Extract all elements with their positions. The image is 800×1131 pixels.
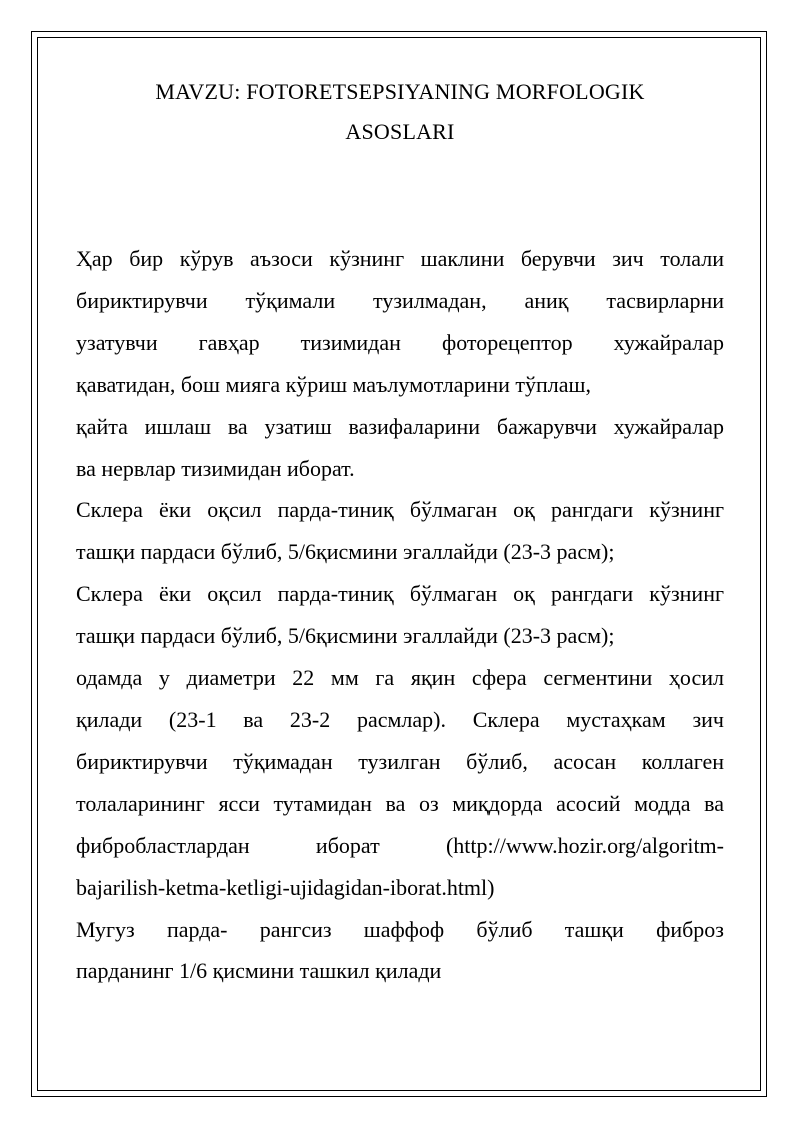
document-body [76,238,724,992]
text-line: одамда у диаметри 22 мм га яқин сфера сегментини ҳосил [76,665,724,691]
text-line: фибробластлардан иборат (http://www.hozir.org/algoritm- [76,832,724,858]
text-line: Склера ёки оқсил парда-тиниқ бўлмаган оқ рангдаги кўзнинг [76,581,724,607]
text-line: bajarilish-ketma-ketligi-ujidagidan-iborat.html) [76,874,495,900]
text-line: узатувчи гавҳар тизимидан фоторецептор хужайралар [76,329,724,355]
text-line: Склера ёки оқсил парда-тиниқ бўлмаган оқ рангдаги кўзнинг [76,497,724,523]
text-line: қилади (23-1 ва 23-2 расмлар). Склера мустаҳкам зич [76,706,724,732]
text-line: қаватидан, бош мияга кўриш маълумотларини тўплаш, [76,371,591,397]
text-line: қайта ишлаш ва узатиш вазифаларини бажарувчи хужайралар [76,413,724,439]
title-line-1: MAVZU: FOTORETSEPSIYANING MORFOLOGIK [155,79,645,104]
text-line: бириктирувчи тўқимадан тузилган бўлиб, асосан коллаген [76,748,724,774]
text-line: парданинг 1/6 қисмини ташкил қилади [76,958,442,984]
document-title [76,72,724,152]
text-line: Ҳар бир кўрув аъзоси кўзнинг шаклини берувчи зич толали [76,246,724,271]
title-line-2: ASOSLARI [345,119,455,144]
text-line: ташқи пардаси бўлиб, 5/6қисмини эгаллайди (23-3 расм); [76,539,615,565]
text-line: Мугуз парда- рангсиз шаффоф бўлиб ташқи фиброз [76,916,724,942]
text-line: бириктирувчи тўқимали тузилмадан, аниқ тасвирларни [76,287,724,313]
text-line: ва нервлар тизимидан иборат. [76,455,355,481]
text-line: ташқи пардаси бўлиб, 5/6қисмини эгаллайди (23-3 расм); [76,623,615,649]
text-line: толаларининг ясси тутамидан ва оз миқдорда асосий модда ва [76,790,724,816]
